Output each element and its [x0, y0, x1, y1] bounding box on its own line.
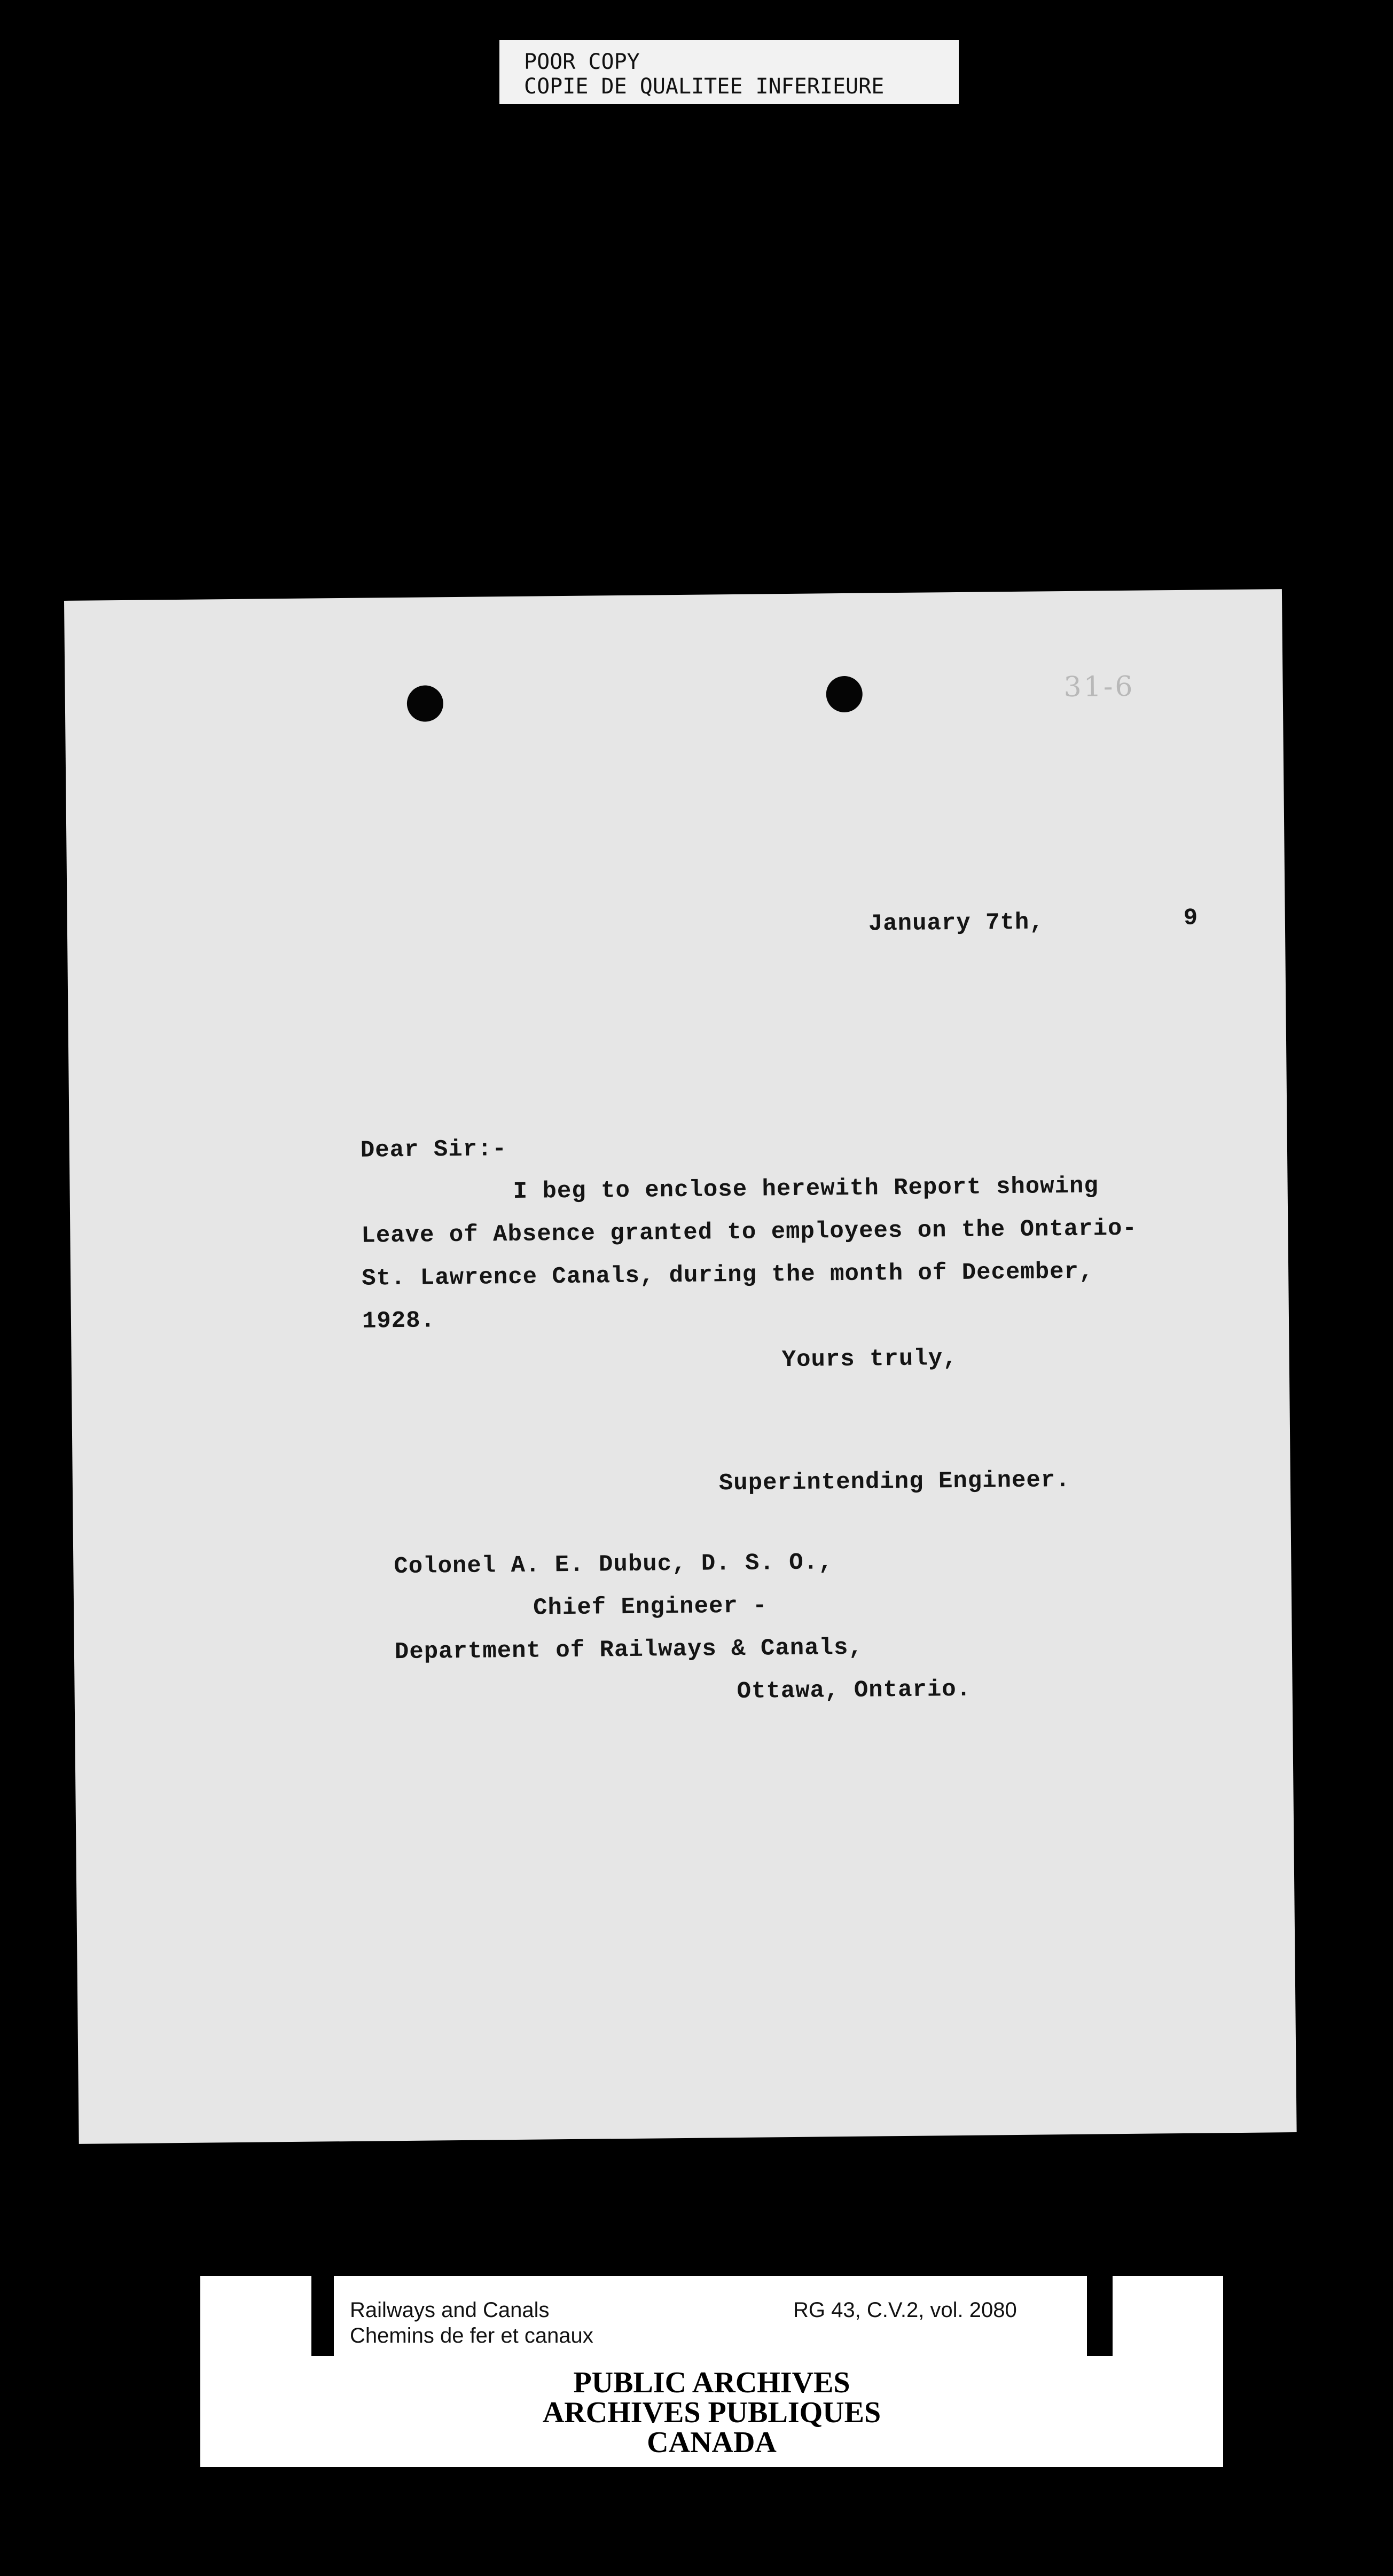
addressee-line: Department of Railways & Canals,	[394, 1634, 864, 1666]
poor-copy-line-fr: COPIE DE QUALITEE INFERIEURE	[524, 74, 885, 99]
body-line: Leave of Absence granted to employees on the Ontario-	[361, 1215, 1138, 1250]
poor-copy-line-en: POOR COPY	[524, 50, 640, 74]
punch-hole	[826, 676, 863, 713]
archive-stamp	[200, 2276, 1223, 2467]
closing: Yours truly,	[781, 1345, 958, 1374]
archive-title-line: ARCHIVES PUBLIQUES	[542, 2396, 881, 2429]
punch-hole	[407, 685, 444, 722]
poor-copy-label	[499, 40, 959, 104]
department-french: Chemins de fer et canaux	[350, 2324, 593, 2347]
letter-date: January 7th,	[868, 909, 1044, 938]
record-group-reference: RG 43, C.V.2, vol. 2080	[793, 2298, 1017, 2322]
department-english: Railways and Canals	[350, 2298, 550, 2322]
archive-reference-label	[334, 2276, 1087, 2356]
letter-date-digit: 9	[1183, 905, 1199, 932]
file-number-stamp: 31-6	[1063, 670, 1135, 704]
addressee-line: Colonel A. E. Dubuc, D. S. O.,	[394, 1549, 833, 1581]
archive-title	[200, 2368, 1223, 2457]
letter-page	[64, 589, 1297, 2144]
addressee-line: Chief Engineer -	[533, 1592, 768, 1622]
archive-title-line: CANADA	[647, 2426, 777, 2459]
body-line: St. Lawrence Canals, during the month of December,	[361, 1258, 1094, 1292]
addressee-line: Ottawa, Ontario.	[737, 1676, 972, 1706]
archive-title-line: PUBLIC ARCHIVES	[573, 2366, 850, 2399]
body-line: 1928.	[362, 1307, 436, 1335]
signature-title: Superintending Engineer.	[718, 1466, 1070, 1497]
salutation: Dear Sir:-	[360, 1136, 507, 1164]
body-line: I beg to enclose herewith Report showing	[513, 1173, 1099, 1205]
